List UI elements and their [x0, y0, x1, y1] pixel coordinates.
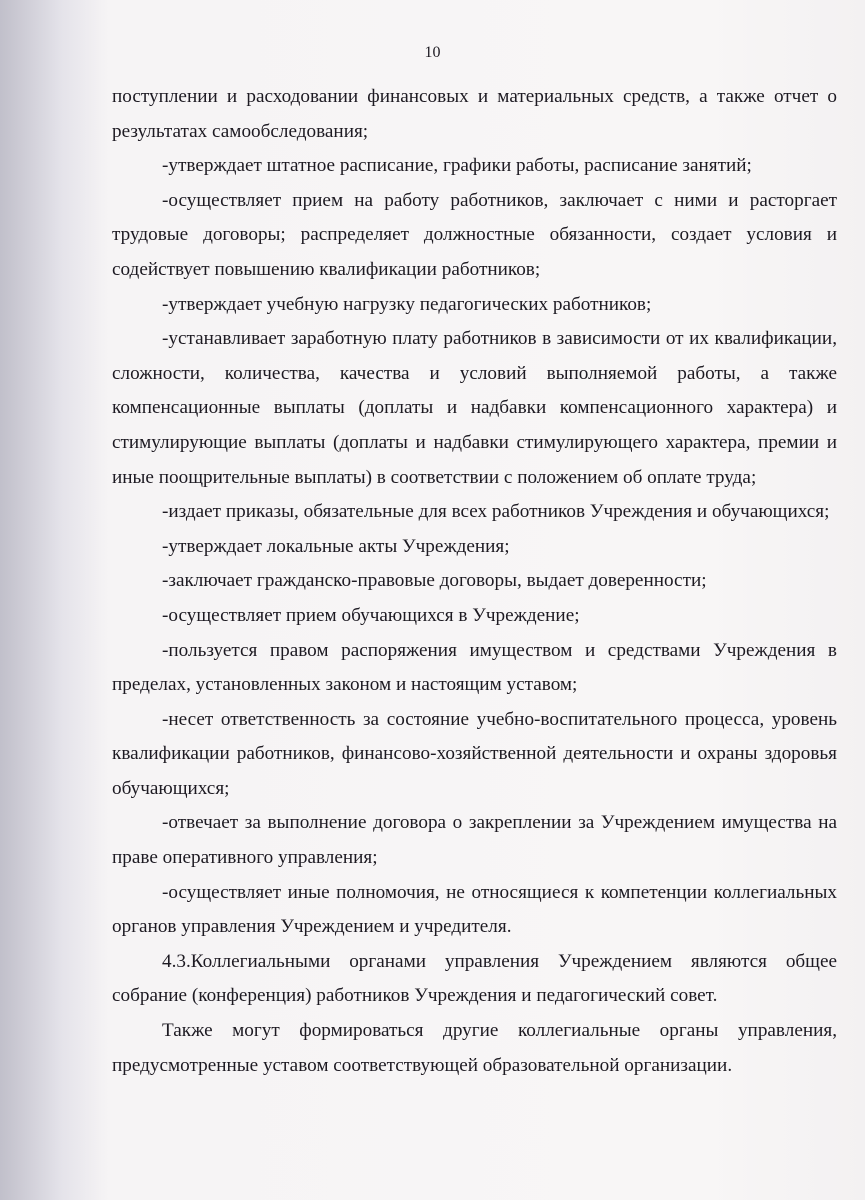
paragraph: -издает приказы, обязательные для всех работников Учреждения и обучающихся;	[162, 501, 830, 523]
paragraph: -утверждает штатное расписание, графики работы, расписание занятий;	[162, 155, 752, 177]
paragraph: -несет ответственность за состояние учебно-воспитательного процесса, уровень квалификации работников, финансово-хозяйственной деятельности и охраны здоровья обучающихся;	[112, 708, 837, 799]
paragraph: -отвечает за выполнение договора о закреплении за Учреждением имущества на праве оперативного управления;	[112, 812, 837, 869]
paragraph: Также могут формироваться другие коллегиальные органы управления, предусмотренные уставом соответствующей образовательной организации.	[112, 1020, 837, 1076]
paragraph: -пользуется правом распоряжения имуществом и средствами Учреждения в пределах, установленных законом и настоящим уставом;	[112, 639, 837, 696]
paragraph: 4.3.Коллегиальными органами управления Учреждением являются общее собрание (конференция) работников Учреждения и педагогический совет.	[112, 950, 837, 1007]
paragraph: -осуществляет прием обучающихся в Учреждение;	[162, 604, 580, 626]
paragraph: -утверждает учебную нагрузку педагогических работников;	[162, 293, 652, 315]
paragraph: -заключает гражданско-правовые договоры, выдает доверенности;	[162, 570, 707, 592]
scan-shadow	[0, 0, 105, 1200]
paragraph: -осуществляет иные полномочия, не относящиеся к компетенции коллегиальных органов управления Учреждением и учредителя.	[112, 881, 837, 938]
paragraph: -осуществляет прием на работу работников, заключает с ними и расторгает трудовые договоры; распределяет должностные обязанности, создает условия и содействует повышению квалификации работников;	[112, 189, 837, 280]
document-body	[112, 80, 837, 1083]
page-number: 10	[424, 44, 441, 61]
paragraph: -устанавливает заработную плату работников в зависимости от их квалификации, сложности, количества, качества и условий выполняемой работы, а также компенсационные выплаты (доплаты и надбавки компенсационного характера) и стимулирующие выплаты (доплаты и надбавки стимулирующего характера, премии и иные поощрительные выплаты) в соответствии с положением об оплате труда;	[112, 328, 837, 488]
paragraph: -утверждает локальные акты Учреждения;	[162, 535, 510, 557]
paragraph: поступлении и расходовании финансовых и материальных средств, а также отчет о результатах самообследования;	[112, 86, 837, 142]
